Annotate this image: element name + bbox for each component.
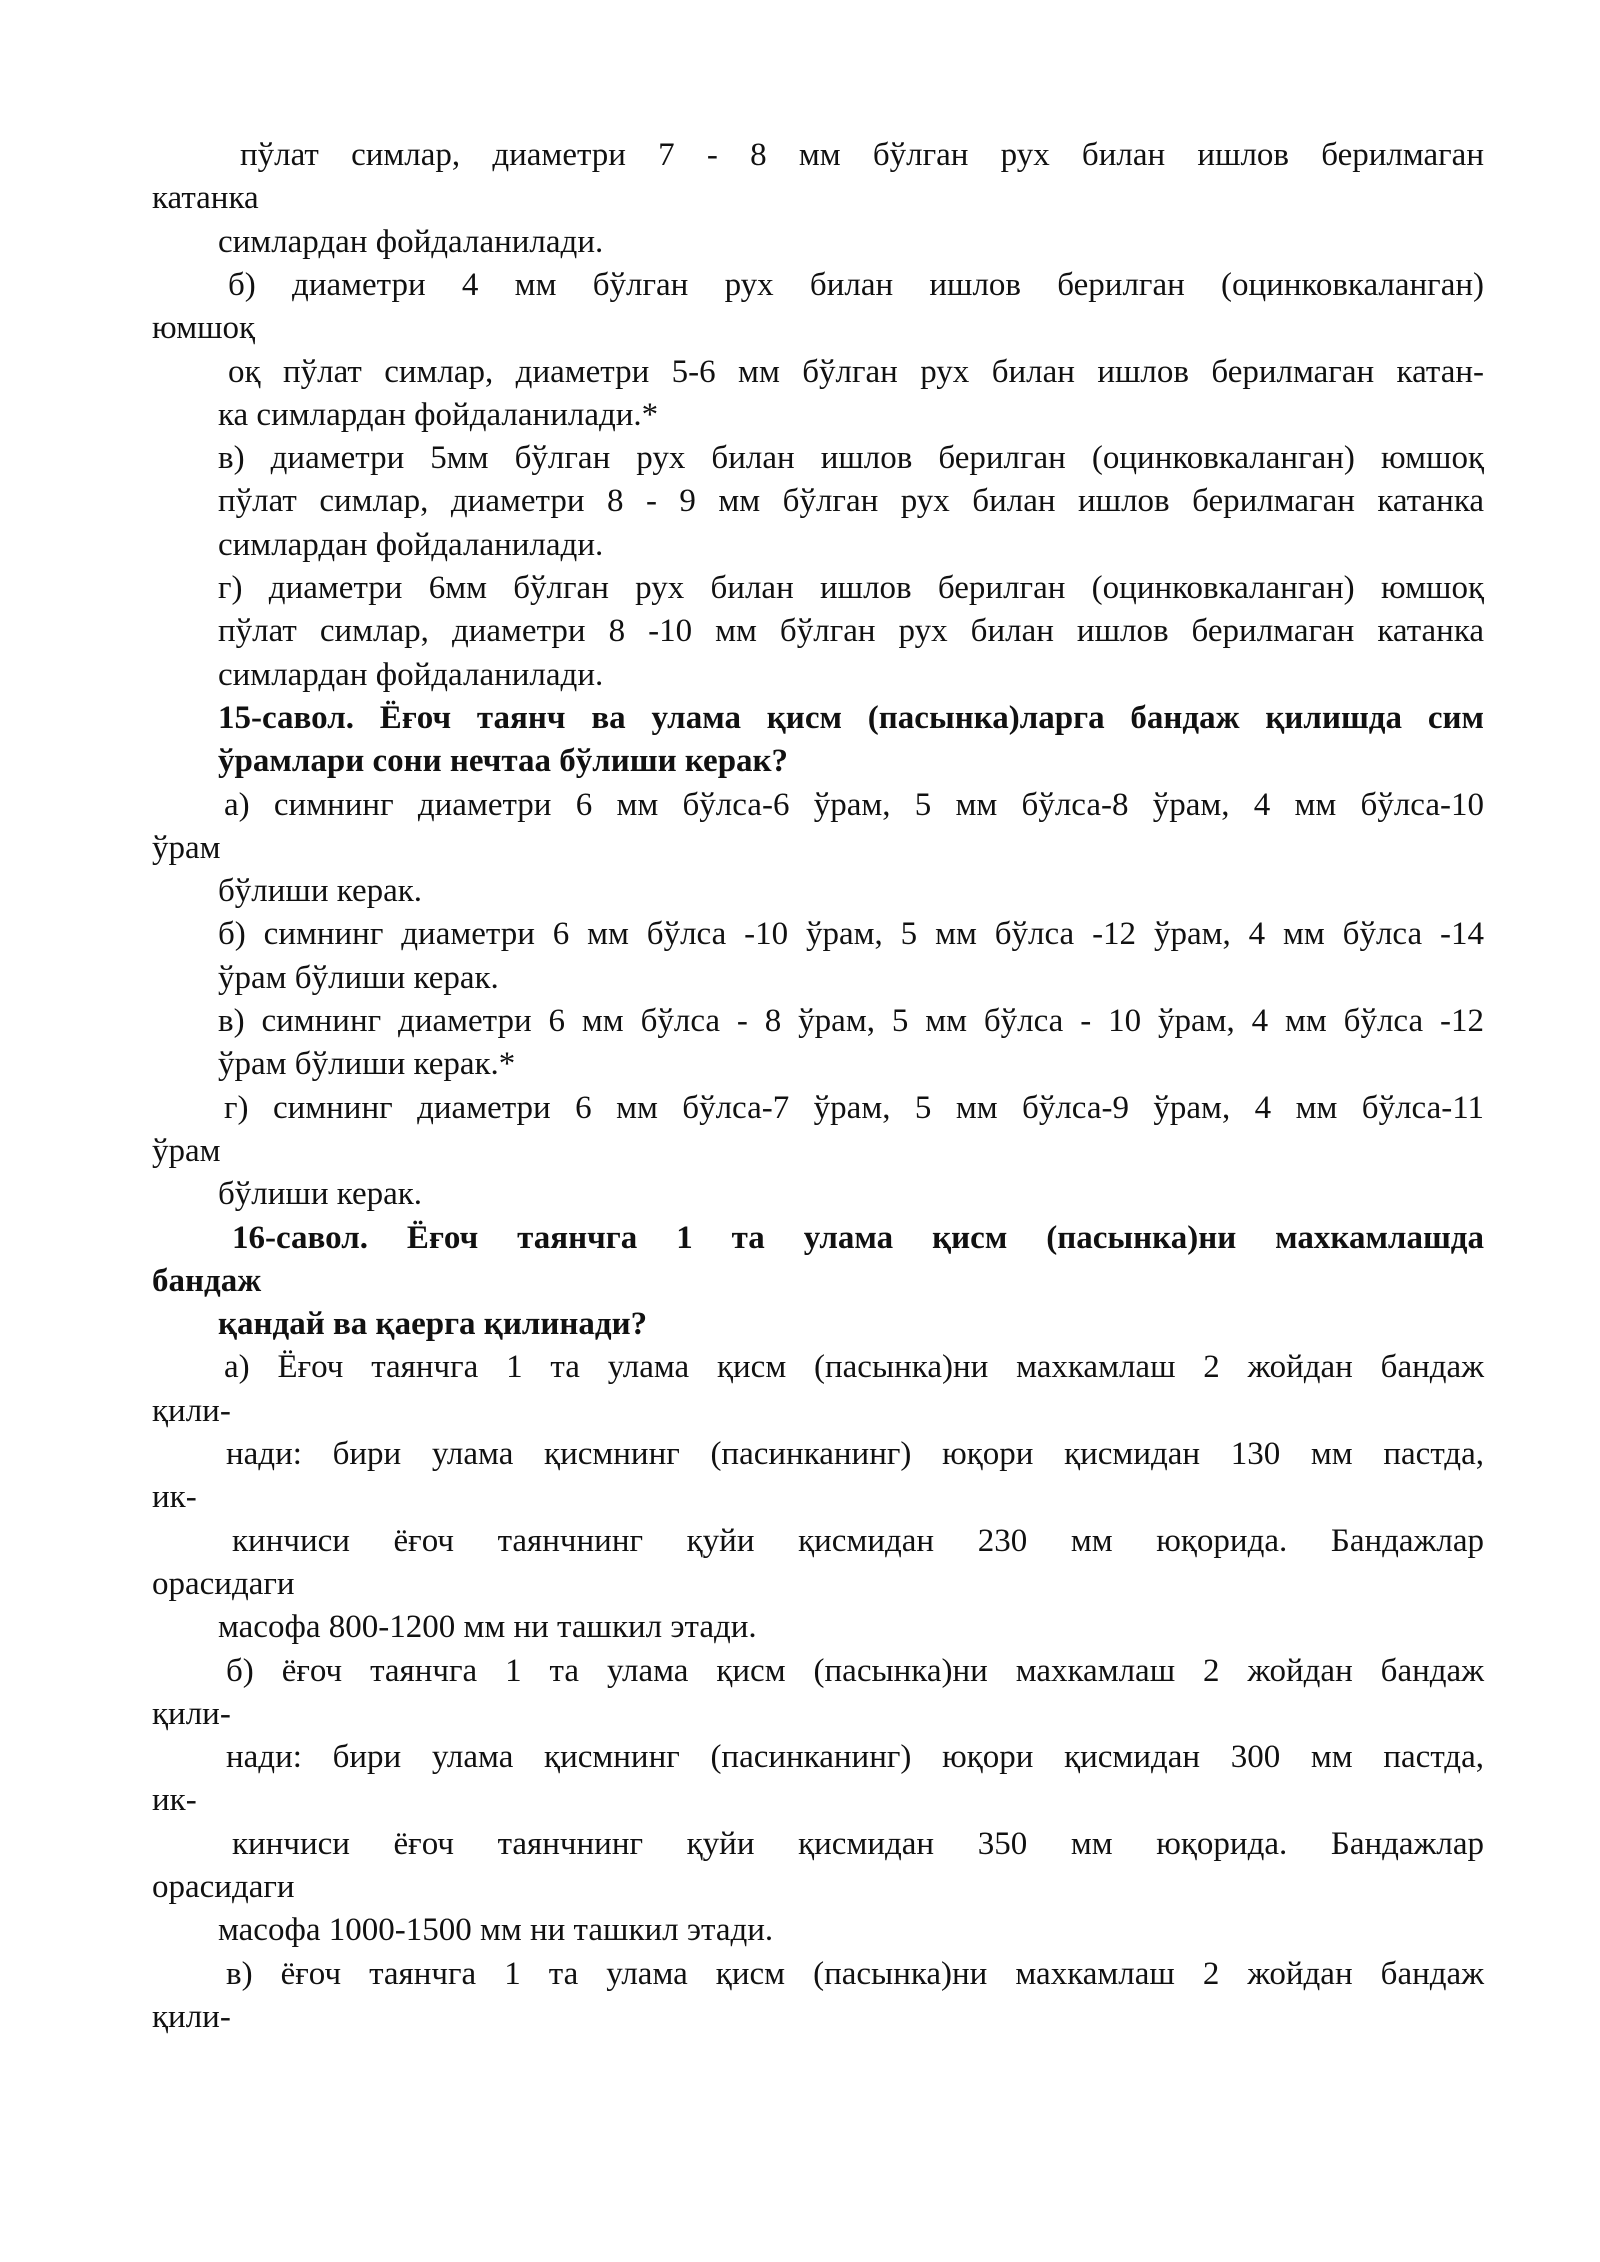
text-line: ка симлардан фойдаланилади.* <box>218 397 659 433</box>
text-line: қили- <box>152 1393 231 1429</box>
question-heading-line: 16-савол. Ёғоч таянчга 1 та улама қисм (пасынка)ни махкамлашда <box>232 1220 1484 1256</box>
text-line: бўлиши керак. <box>218 1176 423 1212</box>
text-line: қили- <box>152 1696 231 1732</box>
text-line: в) симнинг диаметри 6 мм бўлса - 8 ўрам, 5 мм бўлса - 10 ўрам, 4 мм бўлса -12 <box>218 1003 1484 1039</box>
question-heading-line: қандай ва қаерга қилинади? <box>218 1306 648 1342</box>
text-line: масофа 1000-1500 мм ни ташкил этади. <box>218 1912 774 1948</box>
text-line: б) диаметри 4 мм бўлган рух билан ишлов берилган (оцинковкаланган) <box>228 267 1484 303</box>
text-line: симлардан фойдаланилади. <box>218 527 604 563</box>
text-line: ўрам бўлиши керак. <box>218 960 499 996</box>
text-line: бўлиши керак. <box>218 873 423 909</box>
text-line: ўрам <box>152 1133 221 1169</box>
text-line: б) симнинг диаметри 6 мм бўлса -10 ўрам, 5 мм бўлса -12 ўрам, 4 мм бўлса -14 <box>218 916 1484 952</box>
text-line: катанка <box>152 180 259 216</box>
text-line: ик- <box>152 1479 197 1515</box>
text-line: г) диаметри 6мм бўлган рух билан ишлов берилган (оцинковкаланган) юмшоқ <box>218 570 1484 606</box>
text-line: ўрам бўлиши керак.* <box>218 1046 516 1082</box>
text-line: масофа 800-1200 мм ни ташкил этади. <box>218 1609 757 1645</box>
question-heading-line: бандаж <box>152 1263 262 1299</box>
text-line: ўрам <box>152 830 221 866</box>
text-line: пўлат симлар, диаметри 8 -10 мм бўлган рух билан ишлов берилмаган катанка <box>218 613 1484 649</box>
text-line: қили- <box>152 1999 231 2035</box>
text-line: ик- <box>152 1782 197 1818</box>
text-line: б) ёғоч таянчга 1 та улама қисм (пасынка)ни махкамлаш 2 жойдан бандаж <box>226 1653 1484 1689</box>
text-line: нади: бири улама қисмнинг (пасинканинг) юқори қисмидан 300 мм пастда, <box>226 1739 1484 1775</box>
text-line: пўлат симлар, диаметри 7 - 8 мм бўлган рух билан ишлов берилмаган <box>240 137 1484 173</box>
text-line: орасидаги <box>152 1566 295 1602</box>
text-line: пўлат симлар, диаметри 8 - 9 мм бўлган рух билан ишлов берилмаган катанка <box>218 483 1484 519</box>
text-line: г) симнинг диаметри 6 мм бўлса-7 ўрам, 5 мм бўлса-9 ўрам, 4 мм бўлса-11 <box>224 1090 1484 1126</box>
text-line: а) Ёғоч таянчга 1 та улама қисм (пасынка)ни махкамлаш 2 жойдан бандаж <box>224 1349 1484 1385</box>
text-line: а) симнинг диаметри 6 мм бўлса-6 ўрам, 5 мм бўлса-8 ўрам, 4 мм бўлса-10 <box>224 787 1484 823</box>
text-line: оқ пўлат симлар, диаметри 5-6 мм бўлган рух билан ишлов берилмаган катан- <box>228 354 1484 390</box>
text-line: юмшоқ <box>152 310 256 346</box>
text-line: в) ёғоч таянчга 1 та улама қисм (пасынка)ни махкамлаш 2 жойдан бандаж <box>226 1956 1484 1992</box>
text-line: в) диаметри 5мм бўлган рух билан ишлов берилган (оцинковкаланган) юмшоқ <box>218 440 1484 476</box>
text-line: кинчиси ёғоч таянчнинг қуйи қисмидан 230 мм юқорида. Бандажлар <box>232 1523 1484 1559</box>
text-line: симлардан фойдаланилади. <box>218 657 604 693</box>
text-line: кинчиси ёғоч таянчнинг қуйи қисмидан 350 мм юқорида. Бандажлар <box>232 1826 1484 1862</box>
question-heading-line: ўрамлари сони нечтаа бўлиши керак? <box>218 743 789 779</box>
text-line: орасидаги <box>152 1869 295 1905</box>
question-heading-line: 15-савол. Ёғоч таянч ва улама қисм (пасынка)ларга бандаж қилишда сим <box>218 700 1484 736</box>
text-line: нади: бири улама қисмнинг (пасинканинг) юқори қисмидан 130 мм пастда, <box>226 1436 1484 1472</box>
text-line: симлардан фойдаланилади. <box>218 224 604 260</box>
